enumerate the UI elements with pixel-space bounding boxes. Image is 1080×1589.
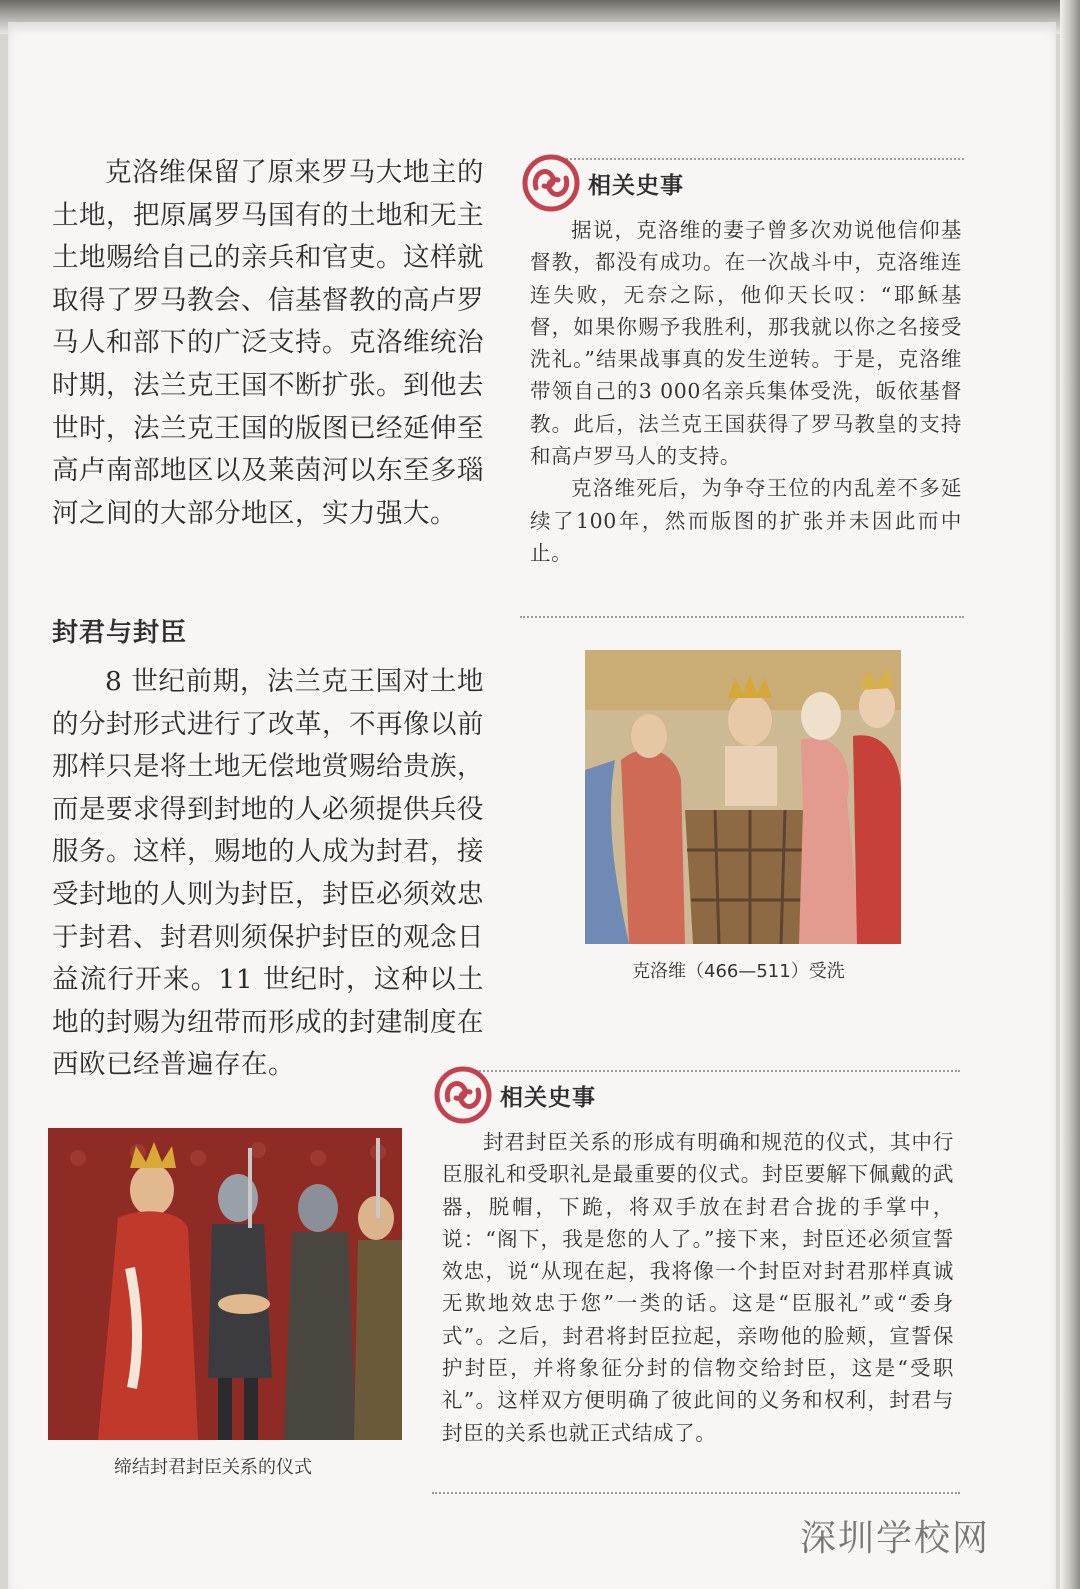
- book-right-edge: [1060, 0, 1080, 1589]
- related-history-icon: [432, 1066, 494, 1124]
- box-header: [432, 1066, 596, 1124]
- watermark: 深圳学校网: [800, 1518, 991, 1559]
- box-paragraph-1: 据说，克洛维的妻子曾多次劝说他信仰基督教，都没有成功。在一次战斗中，克洛维连连失败，无奈之际，他仰天长叹：“耶稣基督，如果你赐予我胜利，那我就以你之名接受洗礼。”结果战事真的发生逆转。于是，克洛维带领自己的3 000名亲兵集体受洗，皈依基督教。此后，法兰克王国获得了罗马教皇的支持和高卢罗马人的支持。: [530, 218, 962, 469]
- dotted-rule-bottom: [520, 616, 964, 618]
- ceremony-illustration: [48, 1128, 402, 1440]
- box-header: [520, 154, 684, 212]
- box-content: [442, 1126, 954, 1449]
- baptism-illustration: [585, 650, 901, 944]
- paragraph-text: 克洛维保留了原来罗马大地主的土地，把原属罗马国有的土地和无主土地赐给自己的亲兵和官吏。这样就取得了罗马教会、信基督教的高卢罗马人和部下的广泛支持。克洛维统治时期，法兰克王国不断扩张。到他去世时，法兰克王国的版图已经延伸至高卢南部地区以及莱茵河以东至多瑙河之间的大部分地区，实力强大。: [52, 157, 484, 529]
- box-paragraph-2: 克洛维死后，为争夺王位的内乱差不多延续了100年，然而版图的扩张并未因此而中止。: [530, 476, 962, 565]
- related-history-box-2: [432, 1070, 960, 1496]
- main-paragraph-1: [52, 152, 484, 535]
- box-paragraph: 封君封臣关系的形成有明确和规范的仪式，其中行臣服礼和受职礼是最重要的仪式。封臣要解下佩戴的武器，脱帽，下跪，将双手放在封君合拢的手掌中，说：“阁下，我是您的人了。”接下来，封臣还必须宣誓效忠，说“从现在起，我将像一个封臣对封君那样真诚无欺地效忠于您”一类的话。这是“臣服礼”或“委身式”。之后，封君将封臣拉起，亲吻他的脸颊，宣誓保护封臣，并将象征分封的信物交给封臣，这是“受职礼”。这样双方便明确了彼此间的义务和权利，封君与封臣的关系也就正式结成了。: [442, 1130, 954, 1445]
- box-title: 相关史事: [588, 172, 684, 199]
- paragraph-text: 8 世纪前期，法兰克王国对土地的分封形式进行了改革，不再像以前那样只是将土地无偿地赏赐给贵族，而是要求得到封地的人必须提供兵役服务。这样，赐地的人成为封君，接受封地的人则为封臣，封臣必须效忠于封君、封君则须保护封臣的观念日益流行开来。11 世纪时，这种以土地的封赐为纽带而形成的封建制度在西欧已经普遍存在。: [52, 666, 484, 1081]
- related-history-icon: [520, 154, 582, 212]
- dotted-rule-bottom: [432, 1492, 960, 1494]
- main-paragraph-2: [52, 661, 484, 1087]
- figure-caption: 缔结封君封臣关系的仪式: [114, 1457, 312, 1478]
- section-heading: 封君与封臣: [52, 618, 188, 648]
- figure-caption: 克洛维（466—511）受洗: [632, 961, 845, 982]
- box-content: [530, 214, 962, 569]
- related-history-box-1: [520, 158, 964, 620]
- box-title: 相关史事: [500, 1084, 596, 1111]
